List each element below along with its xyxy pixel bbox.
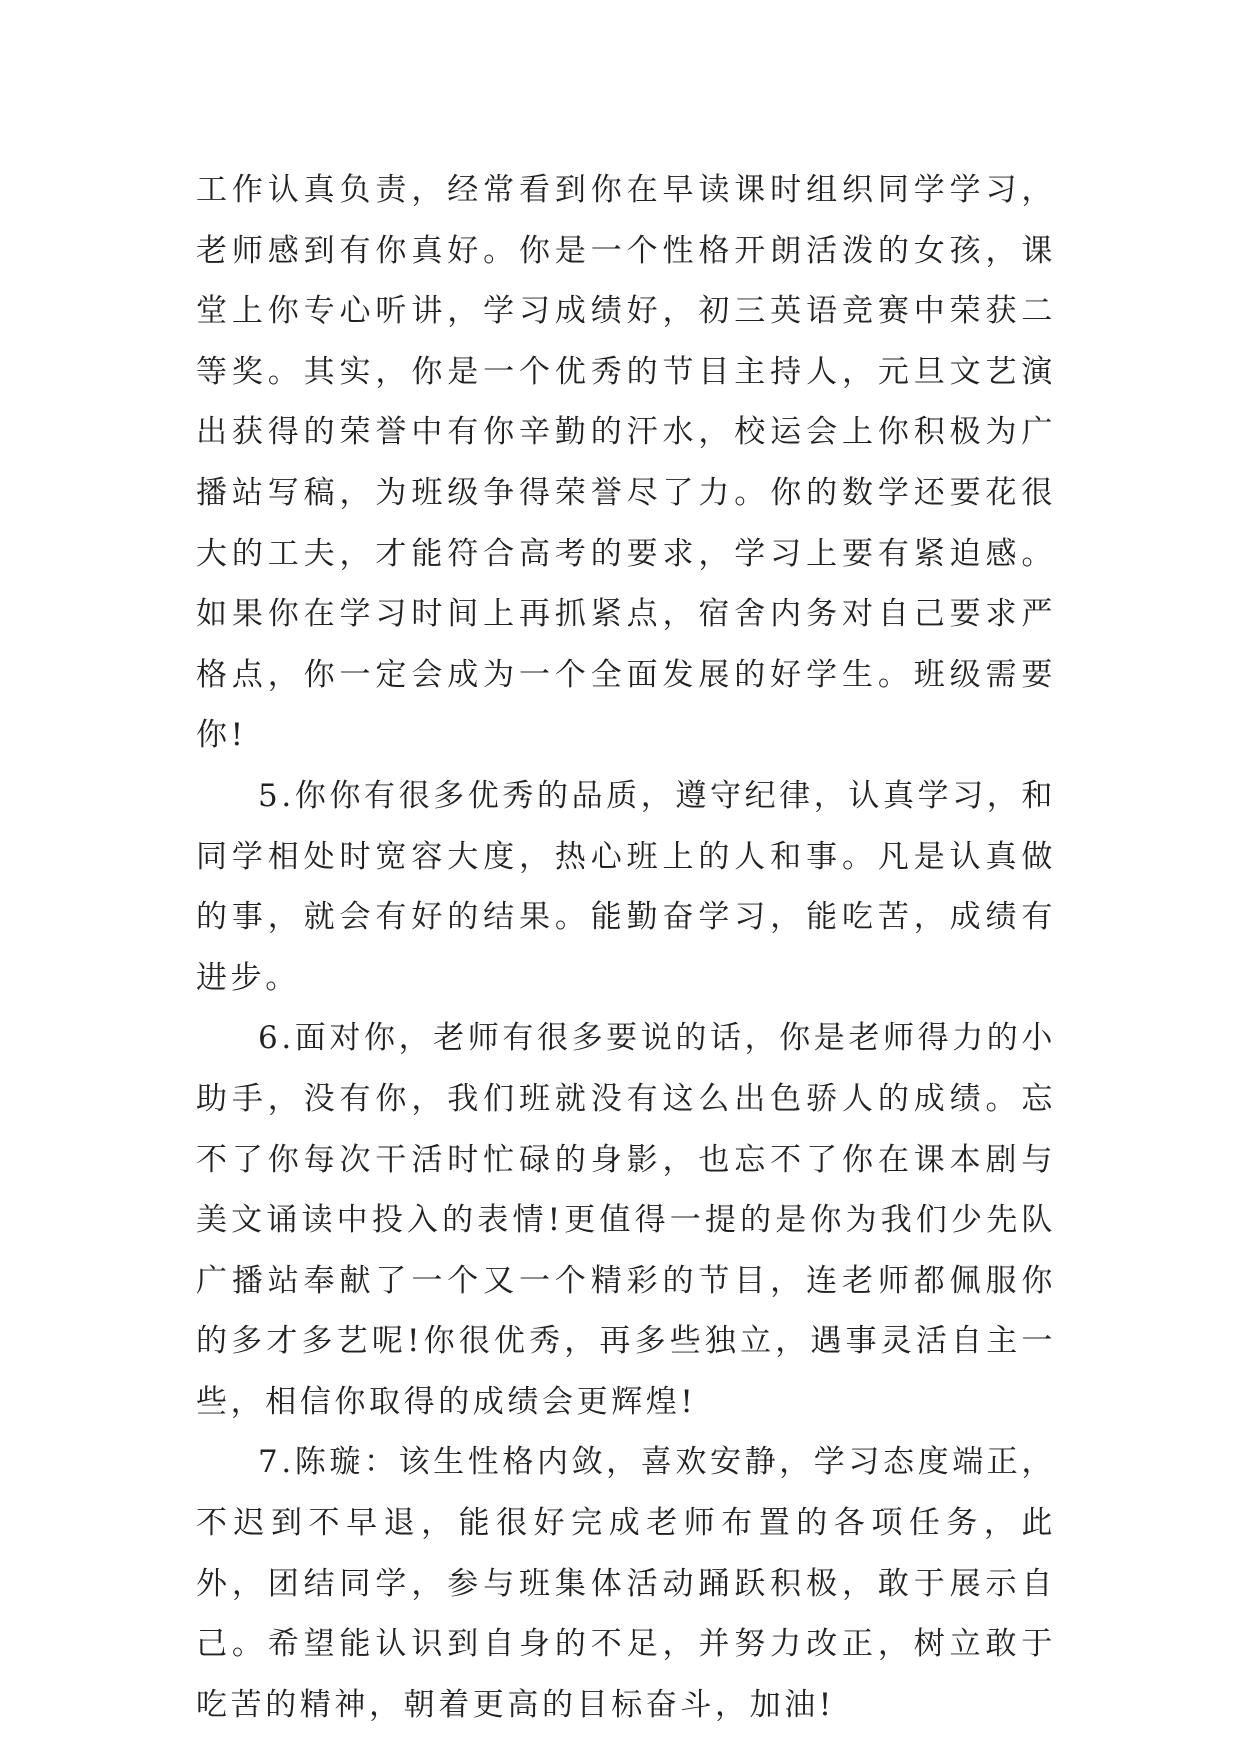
paragraph-5: 5.你你有很多优秀的品质，遵守纪律，认真学习，和同学相处时宽容大度，热心班上的人和事。凡是认真做的事，就会有好的结果。能勤奋学习，能吃苦，成绩有进步。 — [196, 777, 1056, 996]
paragraph-7: 7.陈璇：该生性格内敛，喜欢安静，学习态度端正，不迟到不早退，能很好完成老师布置的各项任务，此外，团结同学，参与班集体活动踊跃积极，敢于展示自己。希望能认识到自身的不足，并努力改正，树立敢于吃苦的精神，朝着更高的目标奋斗，加油! — [196, 1444, 1056, 1723]
document-body — [196, 160, 1056, 1735]
paragraph-continued: 工作认真负责，经常看到你在早读课时组织同学学习，老师感到有你真好。你是一个性格开朗活泼的女孩，课堂上你专心听讲，学习成绩好，初三英语竞赛中荣获二等奖。其实，你是一个优秀的节目主持人，元旦文艺演出获得的荣誉中有你辛勤的汗水，校运会上你积极为广播站写稿，为班级争得荣誉尽了力。你的数学还要花很大的工夫，才能符合高考的要求，学习上要有紧迫感。如果你在学习时间上再抓紧点，宿舍内务对自己要求严格点，你一定会成为一个全面发展的好学生。班级需要你! — [196, 172, 1056, 754]
paragraph-6: 6.面对你，老师有很多要说的话，你是老师得力的小助手，没有你，我们班就没有这么出色骄人的成绩。忘不了你每次干活时忙碌的身影，也忘不了你在课本剧与美文诵读中投入的表情!更值得一提的是你为我们少先队广播站奉献了一个又一个精彩的节目，连老师都佩服你的多才多艺呢!你很优秀，再多些独立，遇事灵活自主一些，相信你取得的成绩会更辉煌! — [196, 1020, 1056, 1420]
